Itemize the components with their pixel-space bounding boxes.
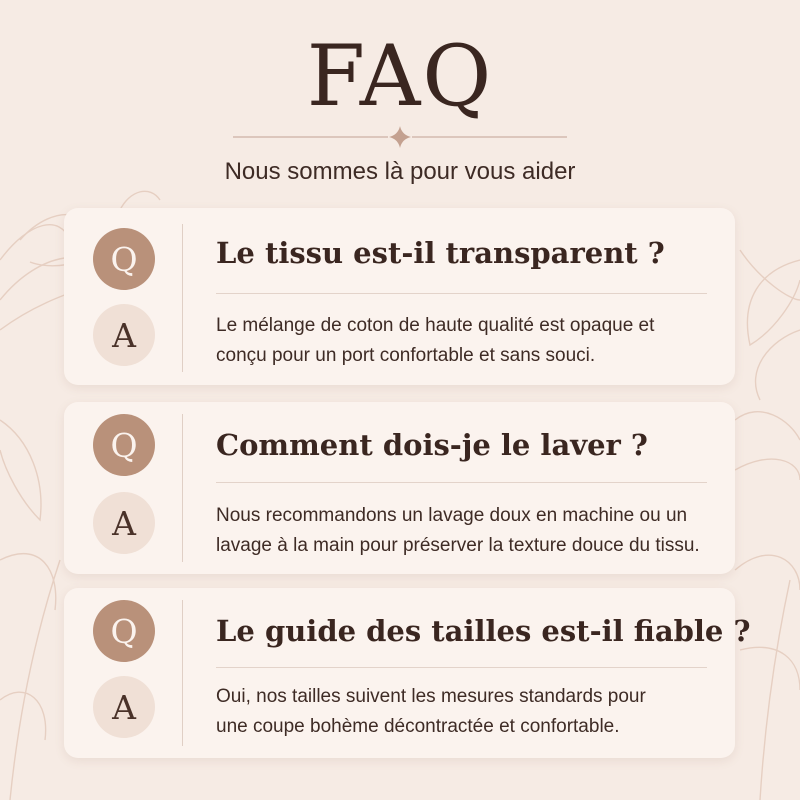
faq-answer — [216, 311, 721, 371]
card-horizontal-divider — [216, 293, 707, 294]
card-horizontal-divider — [216, 482, 707, 483]
question-badge: Q — [93, 600, 155, 662]
header — [0, 0, 800, 200]
card-horizontal-divider — [216, 667, 707, 668]
faq-answer — [216, 501, 721, 561]
faq-answer-line: lavage à la main pour préserver la texture douce du tissu. — [216, 535, 700, 556]
faq-answer-line: conçu pour un port confortable et sans souci. — [216, 345, 596, 366]
card-vertical-divider — [182, 224, 183, 372]
answer-badge: A — [93, 304, 155, 366]
faq-question: Comment dois-je le laver ? — [216, 428, 648, 462]
question-badge: Q — [93, 228, 155, 290]
faq-question: Le guide des tailles est-il fiable ? — [216, 614, 751, 648]
faq-card — [64, 588, 751, 758]
card-vertical-divider — [182, 414, 183, 562]
faq-card — [64, 208, 735, 385]
card-vertical-divider — [182, 600, 183, 746]
faq-answer-line: Nous recommandons un lavage doux en machine ou un — [216, 505, 688, 526]
faq-answer-line: Le mélange de coton de haute qualité est opaque et — [216, 315, 655, 336]
faq-answer — [216, 682, 721, 742]
page-title: FAQ — [306, 27, 494, 125]
answer-badge: A — [93, 492, 155, 554]
faq-question: Le tissu est-il transparent ? — [216, 236, 665, 270]
faq-answer-line: Oui, nos tailles suivent les mesures standards pour — [216, 686, 646, 707]
faq-answer-line: une coupe bohème décontractée et confortable. — [216, 716, 620, 737]
faq-card — [64, 402, 735, 574]
answer-badge: A — [93, 676, 155, 738]
page-subtitle: Nous sommes là pour vous aider — [224, 158, 576, 185]
sparkle-divider — [233, 126, 567, 148]
question-badge: Q — [93, 414, 155, 476]
